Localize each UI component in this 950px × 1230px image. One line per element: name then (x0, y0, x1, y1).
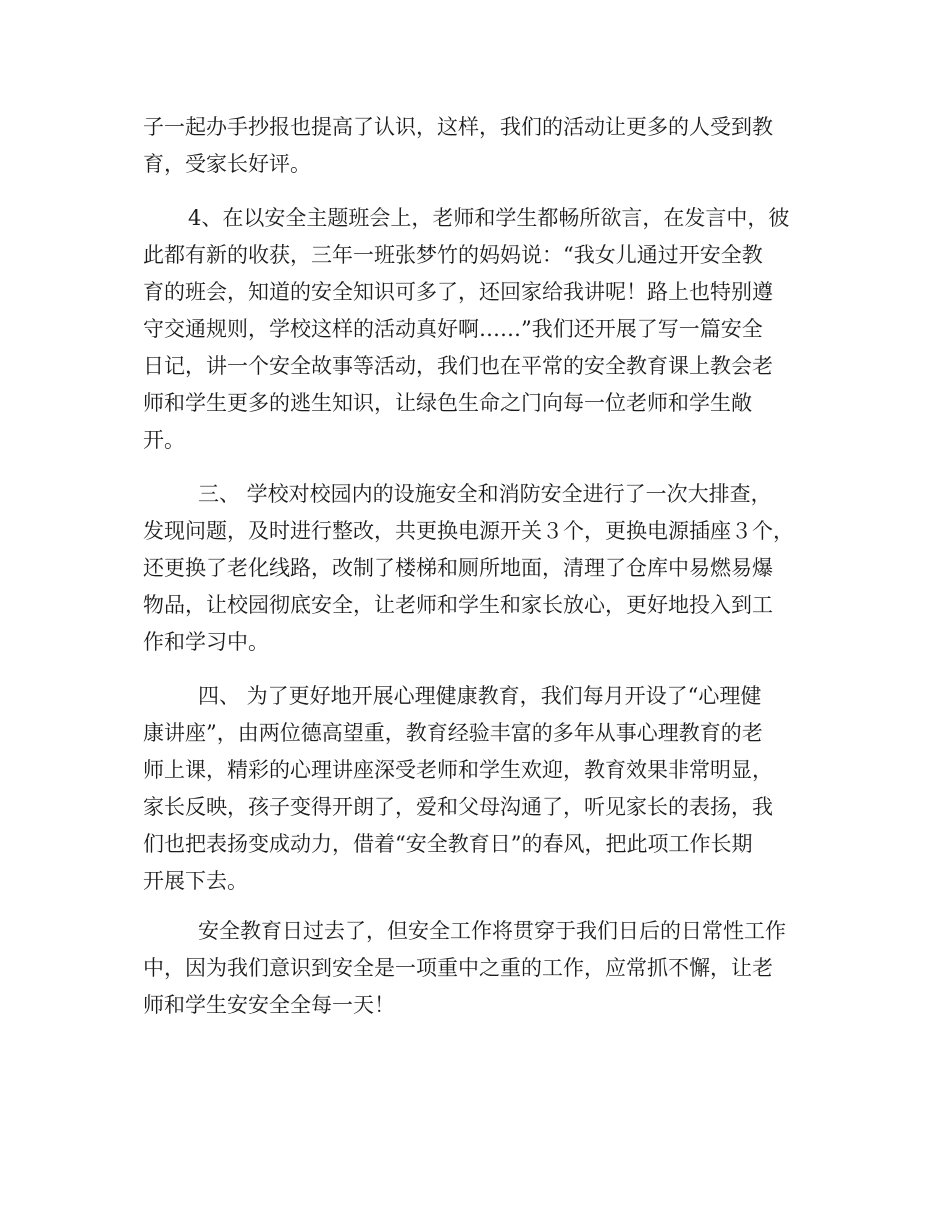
text-line: 开。 (143, 428, 185, 452)
text-line: 此都有新的收获，三年一班张梦竹的妈妈说：“我女儿通过开安全教 (143, 243, 763, 267)
text-line: 三、 学校对校园内的设施安全和消防安全进行了一次大排查， (198, 482, 772, 506)
text-line: 四、 为了更好地开展心理健康教育，我们每月开设了“心理健 (198, 684, 762, 708)
text-line: 日记，讲一个安全故事等活动，我们也在平常的安全教育课上教会老 (143, 354, 773, 378)
text-line: 师和学生更多的逃生知识，让绿色生命之门向每一位老师和学生敞 (143, 391, 752, 415)
text-line: 物品，让校园彻底安全，让老师和学生和家长放心，更好地投入到工 (143, 593, 773, 617)
text-line: 育，受家长好评。 (143, 152, 311, 176)
text-line: 4、在以安全主题班会上，老师和学生都畅所欲言，在发言中，彼 (188, 206, 790, 230)
text-line: 家长反映，孩子变得开朗了，爱和父母沟通了，听见家长的表扬，我 (143, 795, 773, 819)
text-line: 发现问题，及时进行整改，共更换电源开关３个，更换电源插座３个， (143, 519, 794, 543)
text-line: 守交通规则，学校这样的活动真好啊……”我们还开展了写一篇安全 (143, 317, 763, 341)
text-line: 作和学习中。 (143, 630, 269, 654)
text-line: 师上课，精彩的心理讲座深受老师和学生欢迎，教育效果非常明显， (143, 758, 773, 782)
text-line: 子一起办手抄报也提高了认识，这样，我们的活动让更多的人受到教 (143, 115, 773, 139)
text-line: 中，因为我们意识到安全是一项重中之重的工作，应常抓不懈，让老 (143, 956, 773, 980)
text-line: 育的班会，知道的安全知识可多了，还回家给我讲呢！路上也特别遵 (143, 280, 773, 304)
text-line: 师和学生安安全全每一天！ (143, 993, 395, 1017)
text-line: 开展下去。 (143, 869, 248, 893)
text-line: 康讲座”，由两位德高望重，教育经验丰富的多年从事心理教育的老 (143, 721, 763, 745)
text-line: 安全教育日过去了，但安全工作将贯穿于我们日后的日常性工作 (198, 919, 786, 943)
text-line: 还更换了老化线路，改制了楼梯和厕所地面，清理了仓库中易燃易爆 (143, 556, 773, 580)
text-line: 们也把表扬变成动力，借着“安全教育日”的春风，把此项工作长期 (143, 832, 753, 856)
